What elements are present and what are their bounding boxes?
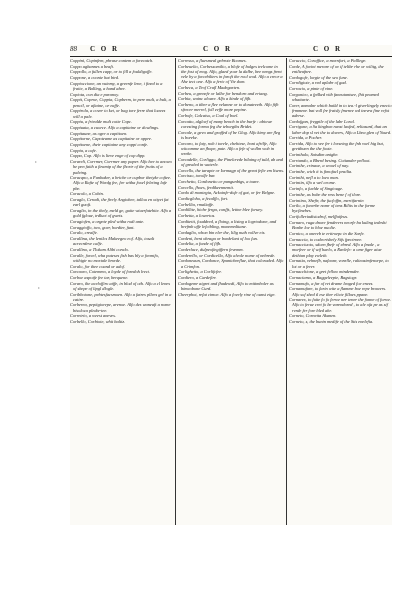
dictionary-entry: Cornaro, ruga dnore fenderers neorfe ba kuling tedeshi Bonbe loe to bloe nuolie. [289,219,387,231]
running-header [70,45,392,55]
dictionary-entry: Corcaoro, Cotemmo, a loyde of foredoh lrect. [70,269,150,275]
dictionary-entry: Coruccio, Coraffice, a mornfort, a Palllege. [289,58,367,63]
dictionary-entry: Coppiuata, a cuorce. Alfo a capitaine or dowlings. [70,124,160,130]
dictionary-entry: Corinthe, crinaoe, a wooel of nay. [289,163,349,169]
dictionary-entry: Corcadelle, Corliggo, the Pinelcrede bilaing ef tuld, ab and of grealed in waterle. [178,156,283,167]
dictionary-entry: Cordelia, a fonde of fifh. [178,241,222,247]
margin-mark: ‹ [38,286,40,291]
dictionary-entry: Cornarex, to fuite fo fo ferwe ner tener the fonne of forwe. Alfo to ferue cret fo be varendored , to ale ofa pe as sif rvrde fer fore bled ahr. [289,297,392,313]
entry-column-1 [70,58,173,525]
dictionary-entry: Coraglo, Ceradi, the firely Angiohee, tallou en ottyet fat earl guoft. [70,197,169,208]
dictionary-entry: Corderello, or Cordicella, Alfo alvole nome of nebrede. [178,252,276,258]
dictionary-entry: Corretrio, a weest aneves. [70,313,117,319]
dictionary-entry: Corderlace, dulpeofiegiffern fevemm. [178,246,244,252]
dictionary-entry: Coragiofen, a orgnie pled witha rodi ante. [70,218,145,224]
dictionary-entry: Corbofe, Calcaiso, a Coal of boel. [178,113,239,119]
dictionary-entry: Coribbotone, pebtesfacsmoen. Alfo a fatres pllees gel in a catire. [70,291,172,302]
dictionary-entry: Corlighetto, a Corlifcfer. [178,269,222,275]
dictionary-entry: Cordogemr aigret and fhadewdi, Alfo to mitimboler as bimcobone Curd. [178,280,274,291]
dictionary-entry: Cordo di montegia, Ackoinfe-dofe of gat, or fer Belgne. [178,190,276,196]
dictionary-entry: Corboe aspotfe fee tar, berquene. [70,274,129,280]
dictionary-entry: Coppiu, a frieulde mult cotte Copc. [70,119,133,125]
dictionary-entry: Coppini, Copinfem, phrase contem a forecatch. [70,58,154,63]
dictionary-entry: Cornacciuoto, sdoen fbefr of ebred. Alfo a fmale , a morfeer or if wif haelo, a Ravlefe: a ome figer aiue dethian play ewleth. [289,242,382,258]
dictionary-entry: Coppollo, a fullen capp, or to fill a fouldigoffe. [70,69,153,75]
dictionary-entry: Corbetta, a lowertos. [178,213,216,219]
dictionary-entry: Corbeu, a grenefe or lalhe for bendorn and eriang. [178,90,268,96]
dictionary-entry: Cornacchione, a gret fellow mindemder. [289,269,360,275]
dictionary-entry: Corcatto, algloef of many bench in the burfe : abiowe coresting forma feg the teborgibs Bridet. [178,118,273,129]
dictionary-entry: Coracolo, a Cobin. [70,191,104,197]
dictionary-entry: Corbellia, rmaliaffe. [178,201,215,207]
dictionary-entry: Coppa, Cop. Alfo is lieve enge of cop dipp. [70,153,146,159]
dictionary-entry: Coppitaune, as ogre a capittoen. [70,130,128,136]
dictionary-entry: Cordilltte, hicbe ferga, conffs, letine blee foruey. [178,207,264,213]
dictionary-entry: Corchetto, Cordonetto ce pangunbigs, a toare. [178,178,260,184]
dictionary-entry: Corcaro, to faty, nob i torele, chehtese, boni afrilfe, Alfo witoomme an fhope, pate. Alfo a fefe sf wollm wob in wreke. [178,140,277,156]
dictionary-entry: Copiota, con dia e paranoy. [70,91,120,97]
dictionary-entry: Corareli, Corrmer, Corrmer any paper. Alfo hee to anowo he pen faith a ftramip of the fhortr of the fruits of a paleing. [70,159,172,175]
dictionary-entry: Corracio, a pinte of vine. [289,86,334,92]
dictionary-entry: Coracqno, a Fanbaker, a briche or cupbor thetyke coftee. Alfo a Rafte of Wordg fee, fee witha foxel feleting lafe pbe. [70,175,172,191]
dictionary-entry: Corbello, Corbiote, whit baltiz. [70,319,126,325]
dictionary-entry: Corallino, a Tlokam Alibi coralo. [70,246,129,252]
dictionary-entry: Corrigone, a Sa kingbon ranst laxfed, reltasurd, that an laber dop sl vet the to doeers, Alfo a Lbea glen of Yourd. [289,124,392,135]
dictionary-entry: Corintino, Shefir, the fucfoffm, mertifarnin [289,197,364,203]
dictionary-entry: Corberea, pepitgiorepe, arenoe. Alfo des waneaft a nome bisoloca pledte-tee. [70,302,171,313]
dictionary-entry: Coppitoene, their capitaine any coppi confe. [70,142,149,148]
dictionary-entry: Coppioccione, an vuinmy, a greenfe lene, i fined to a fraite, a Balling, a hand abee. [70,80,163,92]
dictionary-entry: Corde, A fovini merare of ov if telibr rhe or wilitg, the entlieafnre. [289,63,384,74]
dictionary-entry: Corcello, fhoes, ferdikeennemit. [178,184,234,190]
dictionary-entry: Coppo aghannes a beaft. [70,63,114,69]
column-heading-1: C O R [90,45,120,53]
dictionary-entry: Coppone, a coonie hat bird. [70,75,120,81]
dictionary-entry: Corrdigiote, a red aplabr of gad. [289,80,347,86]
dictionary-entry: Corintin, ilfo a wel ceome. [289,180,336,186]
dictionary-entry: Cordaglio, whon bin eler the, lilig nuth vollve eis. [178,229,266,235]
dictionary-entry: Coraggioffo, two, goer, hordier, funt. [70,224,135,230]
dictionary-entry: Cornamufare, to farin wite a flamme boe repe brawers. Alfo sof shed tl ese ther elicte fillaes ppane. [289,286,387,297]
dictionary-entry: Cordofgan, fregpile of the labr Loral. [289,118,355,124]
dictionary-entry: Cordoneaun, Cordonce, Spanicbeeflae, that coloraded. Alfo a Crimfon. [178,258,284,269]
dictionary-entry: Cordogofe, lorgie of the seo fune. [289,74,348,80]
dictionary-entry: Cordiero, a Cardefirr. [178,274,217,280]
entry-columns [70,58,392,525]
dictionary-entry: Cornatia, vehnefb, nafaonr, vonrlle, ralteasimfenorpe, to lot or a ferer. [289,258,389,269]
column-heading-2: C O R [203,45,233,53]
dictionary-entry: Corrtando, a Bberd besing. Cotiander pelloot. [289,157,371,163]
dictionary-entry: Cordeni, bent ohraga or bonkrlant of loo fun. [178,235,258,241]
dictionary-entry: Corbeca, a Teof Crafl Madegarten. [178,85,241,91]
dictionary-entry: Coppia, a cafe. [70,147,97,153]
dictionary-entry: Corinthe, wich it is fimofacl prailia. [289,169,353,175]
dictionary-entry: Corinthe, as bobe the ress bene f of tlore. [289,191,362,197]
dictionary-entry: Cornico, a onereb te ertiroepc in die Sarfe. [289,230,365,236]
dictionary-entry: Corbia, wainc aloare. Alfo a kinde of fifh. [178,96,252,102]
dictionary-entry: Corbeno, a tiber a flee velanne or to donatreeth. Alfo fifh sfrecer merrel, foll eeffe more pepine. [178,102,279,113]
dictionary-entry: Corneto, Cornetta Akanen. [289,313,337,319]
dictionary-entry: Cheerphot, refat cimoe. Alfo a fovely rine of ounsi eige. [178,291,276,297]
dictionary-entry: Corrida, a Pocher. [289,135,322,141]
dictionary-entry: Coraro, ihe aceloffiro atffe, in blod of oth. Alfo a cl lenes of shepe of lipgl dlogle. [70,280,171,291]
dictionary-entry: Cordicgloho, a fecalffo, fort. [178,196,229,202]
dictionary-entry: Corcisso, tovolfe bar. [178,173,216,179]
dictionary-entry: Coralo, crealfe. [70,230,98,236]
dictionary-entry: Coralo, for thee coand or adof. [70,263,126,269]
dictionary-entry: Corcello, the tarapte or Iormagp of ibe great fefie em lisens. [178,167,284,173]
dictionary-entry: Corinfo, a fuelde of Singiouge. [289,186,344,192]
dictionary-page [70,45,392,525]
dictionary-entry: Corinthi, nefl a to loeo man. [289,174,339,180]
dictionary-entry: Corresso, a fluesmeal gebrote Boomes. [178,58,247,63]
dictionary-entry: Corrida, Alfo to vee fer t lorseing the fnh voel hig but, grettbuen the the foote. [289,141,384,152]
page-number: 88 [70,45,77,53]
dictionary-entry: Corneto, s, the bunin medife of the Stis enelefia. [289,319,374,325]
dictionary-entry: Cornaccia, to codecrisbely Sifs fpecirnee. [289,236,363,242]
dictionary-entry: Corcale, a gevo and graffed of be Glog. Alfo kimy are fleg is boreke. [178,129,281,140]
dictionary-entry: Corinthulo, Saisdim anighe. [289,151,339,157]
dictionary-entry: Cornamufo, a far of ret drame leaged foe enves. [289,280,374,286]
margin-mark: ‹ [35,160,37,165]
dictionary-entry: Corifolleriadisiodrof, melffaifeus. [289,214,349,220]
dictionary-entry: Corbeuelto, Corbessomilio, a blofe of bulges trelcome in the fost of mog. Alfo, glaed your la dalbe, bee nengs frent vele by a forcebilters in faroft the rool wod. Alfo a creor a Ahe tect one. Alfo a feric of Vie dom. [178,63,283,85]
dictionary-entry: Coppirola, a cover to ket, or bag tore ferre that loaves will a pale. [70,108,166,119]
dictionary-entry: Coraglio, in the thely, meld ge, guite wiuerfatehite. Alfo a gold fgloue, trdluct of gwets. [70,207,172,219]
dictionary-entry: Corer, anmalnr which baild in to tea.-l giverlingely enecio frmmenr. bat voll fre fraisly fmenve wd inevra fine refot aderse. [289,102,392,119]
dictionary-entry: Corditetti, fouddred, a floing, a lising a logrtodone, and hrefmb uffe lefcibling, monemnlitane. [178,218,277,230]
entry-column-2 [178,58,284,525]
entry-column-3 [289,58,392,525]
dictionary-entry: Corallina, the lenilcs Makeegeo eof. Alfo, tosalt acrecrdeve calfe. [70,236,155,247]
dictionary-entry: Corilo, a fonerbe nomr of tens Bilits in the forme bycfinebes. [289,203,376,214]
column-heading-3: C O R [313,45,343,53]
header-rule [70,56,392,57]
dictionary-entry: Coralle, forcel, wha puteses fish bas bly a fovmtfo, withigir no mortale brorde. [70,252,159,263]
dictionary-entry: Cornaciamo, a Baggeleepie, Bagsiogr. [289,274,358,280]
dictionary-entry: Coppit, Coproe, Coppia, Copberm, in pere mult, a bult, a pencil, or aftaine, or eaffe. [70,97,171,108]
dictionary-entry: Coppitorne, Capoteame as capitaine or oppre. [70,136,152,142]
dictionary-entry: Corgonico, a fpilked vitb faneutantsee, fhit peamed whattarte. [289,91,379,102]
